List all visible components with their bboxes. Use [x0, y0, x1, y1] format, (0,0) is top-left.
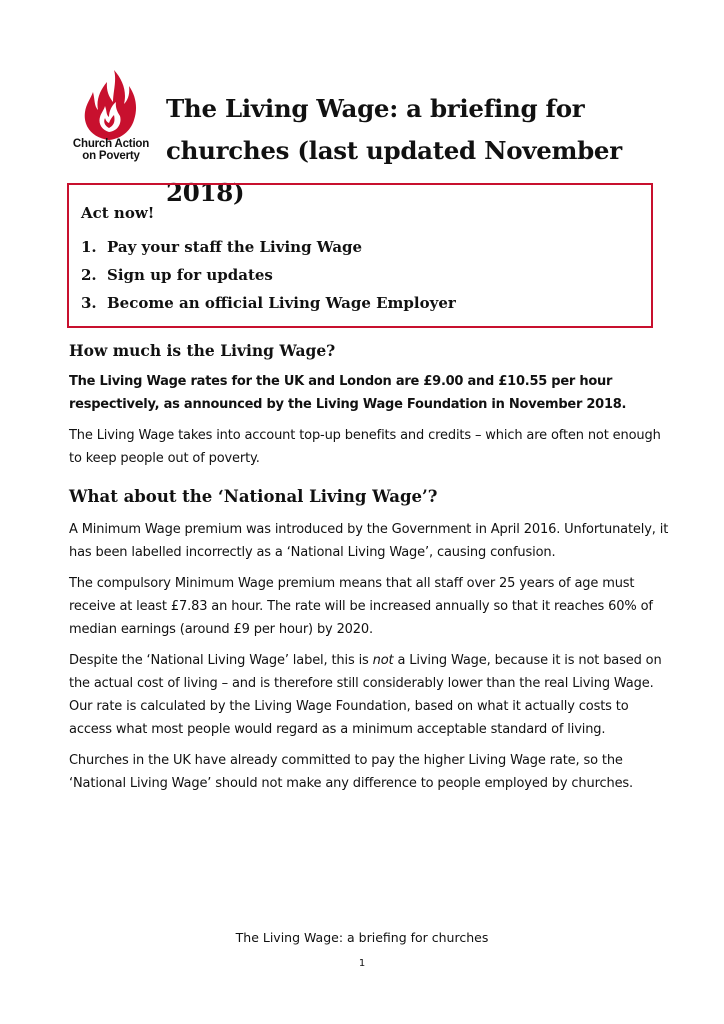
- list-item: [81, 261, 639, 289]
- title-line2: churches (last updated November 2018): [166, 136, 622, 207]
- church-action-on-poverty-logo: [66, 70, 158, 170]
- act-now-list: [81, 233, 639, 317]
- minimum-wage-premium-paragraph: A Minimum Wage premium was introduced by the Government in April 2016. Unfortunately, it has been labelled incorrectly as a ‘National Living Wage’, causing confusion.: [69, 522, 669, 560]
- list-item-text: Sign up for updates: [107, 266, 273, 284]
- compulsory-rate-paragraph: The compulsory Minimum Wage premium means that all staff over 25 years of age must receive at least £7.83 an hour. The rate will be increased annually so that it reaches 60% of median earnings (around £9 per hour) by 2020.: [69, 576, 653, 637]
- churches-commitment-paragraph: Churches in the UK have already committed to pay the higher Living Wage rate, so the ‘National Living Wage’ should not make any difference to people employed by churches.: [69, 753, 634, 791]
- list-item-number: 3.: [81, 294, 97, 312]
- benefits-paragraph: The Living Wage takes into account top-up benefits and credits – which are often not enough to keep people out of poverty.: [69, 428, 661, 466]
- list-item: [81, 289, 639, 317]
- section-heading-how-much: How much is the Living Wage?: [69, 341, 336, 360]
- main-content: [69, 340, 669, 803]
- list-item-text: Pay your staff the Living Wage: [107, 238, 363, 256]
- list-item-number: 1.: [81, 238, 97, 256]
- title-line1: The Living Wage: a briefing for: [166, 94, 585, 123]
- page-number: 1: [358, 958, 366, 969]
- flame-icon: [80, 70, 138, 140]
- paragraph-text: a Living Wage, because it is not based on the actual cost of living – and is therefore still considerably lower than the real Living Wage. Our rate is calculated by the Living Wage Foundation, based on what it actually costs to access what most people would regard as a minimum acceptable standard of living.: [69, 653, 662, 737]
- act-now-heading: Act now!: [81, 204, 155, 222]
- list-item-text: Become an official Living Wage Employer: [107, 294, 456, 312]
- list-item-number: 2.: [81, 266, 97, 284]
- logo-text-line1: Church Action: [72, 138, 150, 150]
- living-wage-rates-paragraph: The Living Wage rates for the UK and London are £9.00 and £10.55 per hour respectively, as announced by the Living Wage Foundation in November 2018.: [69, 374, 627, 412]
- paragraph-text: Despite the ‘National Living Wage’ label, this is: [69, 653, 373, 668]
- emphasis-text: not: [372, 653, 394, 668]
- list-item: [81, 233, 639, 261]
- act-now-box: [67, 183, 653, 328]
- logo-text-line2: on Poverty: [82, 150, 140, 162]
- section-heading-national-living-wage: What about the ‘National Living Wage’?: [69, 487, 438, 506]
- not-a-living-wage-paragraph: [69, 649, 669, 741]
- page-footer: The Living Wage: a briefing for churches: [235, 930, 489, 945]
